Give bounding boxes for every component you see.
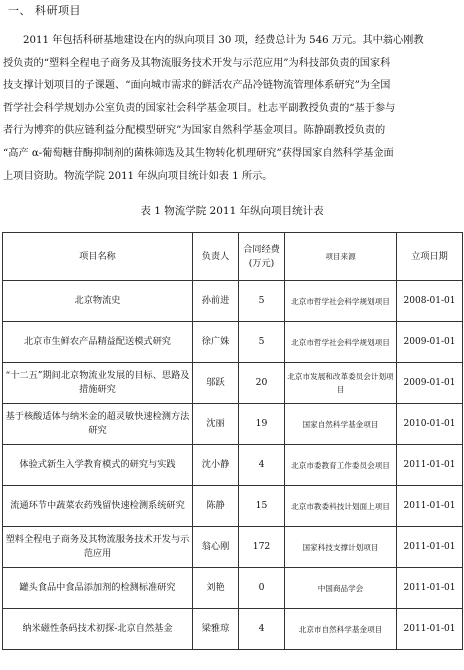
header-date: 立项日期	[397, 233, 463, 281]
cell-date: 2011-01-01	[397, 568, 463, 609]
cell-source: 北京市委教育工作委员会项目	[285, 445, 397, 486]
header-leader: 负责人	[193, 233, 239, 281]
table-row	[3, 609, 463, 650]
table-row	[3, 527, 463, 568]
cell-date: 2009-01-01	[397, 363, 463, 404]
paragraph-line: 2011 年包括科研基地建设在内的纵向项目 30 项，经费总计为 546 万元。其中翁心刚教	[23, 35, 424, 46]
cell-leader: 刘艳	[193, 568, 239, 609]
paragraph-line: 哲学社会科学规划办公室负责的国家社会科学基金项目。杜志平副教授负责的“基于参与	[3, 102, 396, 114]
cell-funds: 4	[239, 445, 285, 486]
cell-leader: 梁雅琼	[193, 609, 239, 650]
table-row	[3, 445, 463, 486]
cell-source: 中国商品学会	[285, 568, 397, 609]
cell-project-name: 基于核酸适体与纳米金的超灵敏快速检测方法研究	[3, 404, 193, 445]
cell-project-name: “十二五”期间北京物流业发展的目标、思路及措施研究	[3, 363, 193, 404]
header-source: 项目来源	[285, 233, 397, 281]
cell-leader: 孙前进	[193, 281, 239, 322]
table-row	[3, 281, 463, 322]
table-row	[3, 363, 463, 404]
paragraph-line: 授负责的“塑料全程电子商务及其物流服务技术开发与示范应用”为科技部负责的国家科	[3, 57, 391, 69]
cell-leader: 沈丽	[193, 404, 239, 445]
cell-project-name: 纳米磁性条码技术初探-北京自然基金	[3, 609, 193, 650]
paragraph-line: 者行为博弈的供应链利益分配模型研究”为国家自然科学基金项目。陈静副教授负责的	[3, 125, 386, 137]
cell-date: 2008-01-01	[397, 281, 463, 322]
cell-source: 北京市自然科学基金项目	[285, 609, 397, 650]
cell-funds: 19	[239, 404, 285, 445]
cell-leader: 徐广姝	[193, 322, 239, 363]
cell-funds: 4	[239, 609, 285, 650]
cell-date: 2011-01-01	[397, 527, 463, 568]
cell-source: 北京市教委科技计划面上项目	[285, 486, 397, 527]
paragraph-line: “高产 α-葡萄糖苷酶抑制剂的菌株筛选及其生物转化机理研究”获得国家自然科学基金面	[3, 147, 394, 159]
table-header-row	[3, 233, 463, 281]
cell-date: 2009-01-01	[397, 322, 463, 363]
cell-project-name: 塑料全程电子商务及其物流服务技术开发与示范应用	[3, 527, 193, 568]
cell-leader: 邬跃	[193, 363, 239, 404]
project-table	[2, 232, 463, 650]
header-project-name: 项目名称	[3, 233, 193, 281]
cell-project-name: 北京市生鲜农产品精益配送模式研究	[3, 322, 193, 363]
cell-source: 北京市哲学社会科学规划项目	[285, 322, 397, 363]
cell-leader: 沈小静	[193, 445, 239, 486]
cell-funds: 5	[239, 322, 285, 363]
cell-source: 北京市发展和改革委员会计划项目	[285, 363, 397, 404]
header-funds: 合同经费 (万元)	[239, 233, 285, 281]
cell-source: 北京市哲学社会科学规划项目	[285, 281, 397, 322]
cell-project-name: 罐头食品中食品添加剂的检测标准研究	[3, 568, 193, 609]
cell-source: 国家自然科学基金项目	[285, 404, 397, 445]
cell-funds: 172	[239, 527, 285, 568]
cell-source: 国家科技支撑计划项目	[285, 527, 397, 568]
cell-project-name: 北京物流史	[3, 281, 193, 322]
cell-project-name: 体验式新生入学教育模式的研究与实践	[3, 445, 193, 486]
cell-date: 2011-01-01	[397, 609, 463, 650]
table-row	[3, 404, 463, 445]
cell-leader: 陈静	[193, 486, 239, 527]
cell-funds: 0	[239, 568, 285, 609]
cell-date: 2011-01-01	[397, 486, 463, 527]
paragraph-line: 上项目资助。物流学院 2011 年纵向项目统计如表 1 所示。	[3, 170, 273, 182]
table-row	[3, 322, 463, 363]
intro-paragraph	[3, 30, 455, 188]
cell-date: 2011-01-01	[397, 445, 463, 486]
cell-leader: 翁心刚	[193, 527, 239, 568]
paragraph-line: 技支撑计划项目的子课题、“面向城市需求的鲜活农产品冷链物流管理体系研究”为全国	[3, 80, 391, 92]
cell-funds: 15	[239, 486, 285, 527]
cell-funds: 5	[239, 281, 285, 322]
section-heading: 一、 科研项目	[8, 4, 81, 17]
table-row	[3, 486, 463, 527]
cell-project-name: 流通环节中蔬菜农药残留快速检测系统研究	[3, 486, 193, 527]
cell-funds: 20	[239, 363, 285, 404]
cell-date: 2010-01-01	[397, 404, 463, 445]
table-row	[3, 568, 463, 609]
table-caption: 表 1 物流学院 2011 年纵向项目统计表	[140, 205, 324, 217]
